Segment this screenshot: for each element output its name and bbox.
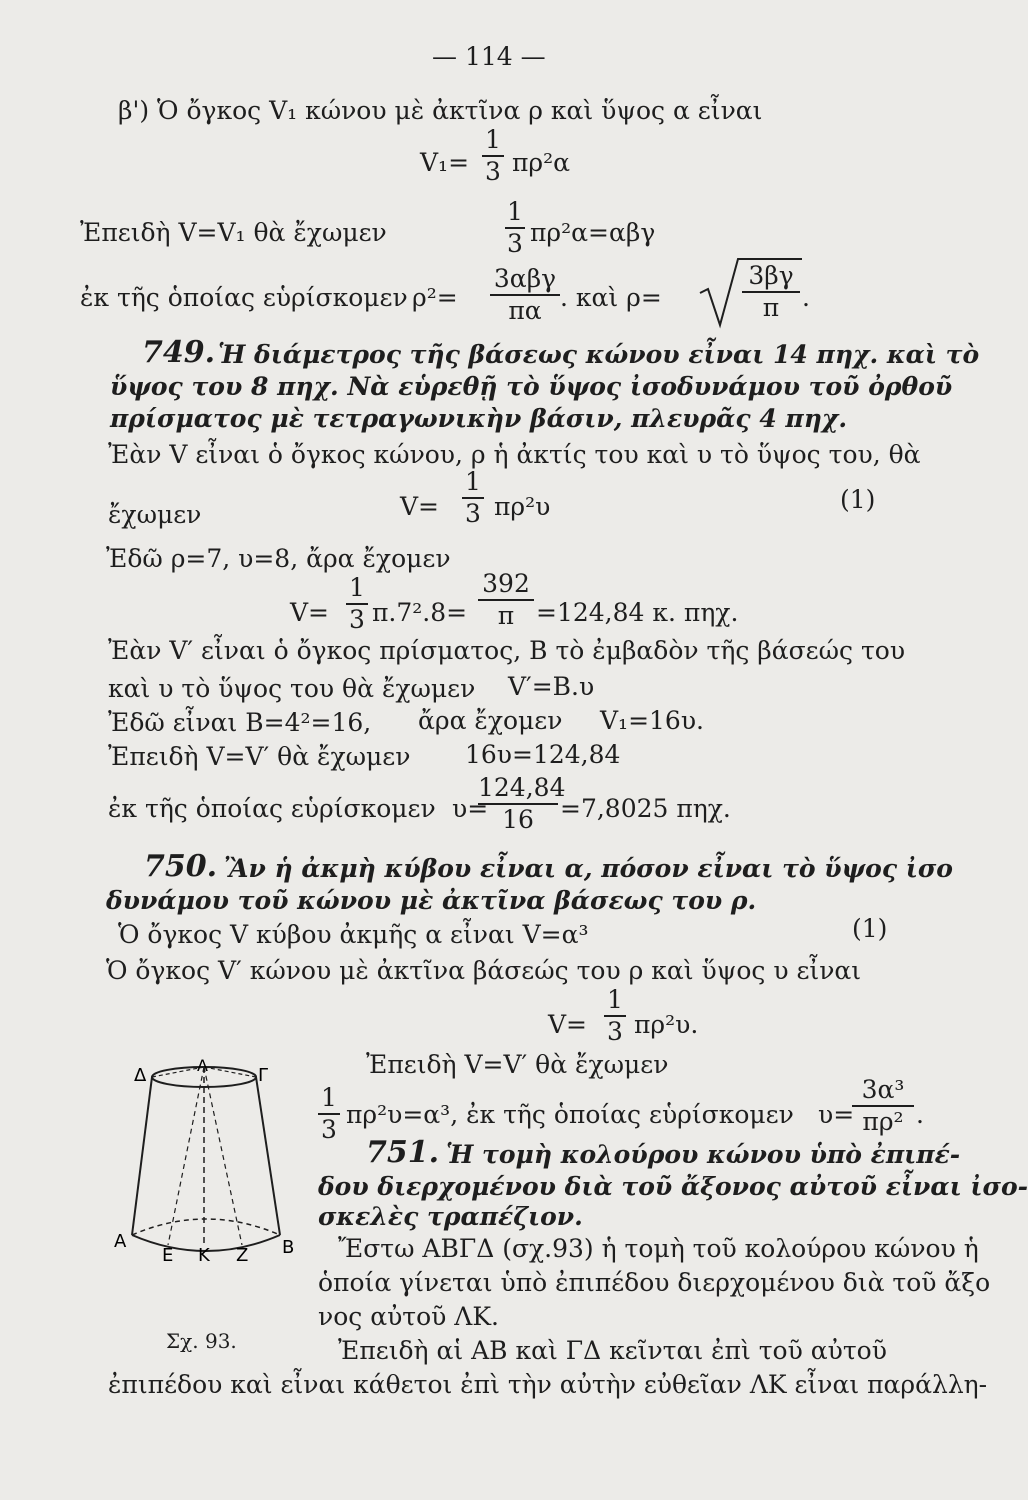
numerator: 392 [482,569,530,598]
equation: V= [400,492,440,521]
problem-number [366,1135,440,1170]
problem-number [144,849,218,884]
fraction [604,986,626,1046]
equation: ρ²= [412,283,458,312]
fraction [852,1076,914,1136]
problem-text: Ἡ τομὴ κολούρου κώνου ὑπὸ ἐπιπέ- [446,1140,961,1169]
equation: πρ²υ=α³, ἐκ τῆς ὁποίας εὑρίσκομεν [346,1100,794,1129]
fraction [478,570,534,630]
equation: π.7².8= [372,598,468,627]
fraction [318,1084,340,1144]
problem-text: πρίσματος μὲ τετραγωνικὴν βάσιν, πλευρᾶς 4 πηχ. [110,404,848,433]
text-line: Ἐδῶ ρ=7, υ=8, ἄρα ἔχομεν [106,544,451,573]
text-line: β') Ὁ ὄγκος V₁ κώνου μὲ ἀκτῖνα ρ καὶ ὕψος α εἶναι [118,96,763,125]
fraction [490,265,560,325]
equation: 16υ=124,84 [465,740,621,769]
figure-93-truncated-cone [108,1055,308,1275]
text-line: Ἐὰν V′ εἶναι ὁ ὄγκος πρίσματος, Β τὸ ἐμβαδὸν τῆς βάσεώς του [108,636,906,665]
text-line: καὶ υ τὸ ὕψος του θὰ ἔχωμεν [108,674,476,703]
problem-text: δου διερχομένου διὰ τοῦ ἄξονος αὐτοῦ εἶναι ἰσο- [318,1172,1028,1201]
numerator: 1 [321,1083,337,1112]
equation: =124,84 κ. πηχ. [536,598,739,627]
equation: V₁= [420,148,470,177]
equation: V₁=16υ. [600,706,704,735]
text-line: Ἐπειδὴ V=V₁ θὰ ἔχωμεν [80,218,387,247]
numerator: 124,84 [478,773,566,802]
page-number: — 114 — [432,42,546,71]
fraction [482,126,504,186]
label-G: Γ [258,1065,269,1086]
left-side [132,1077,152,1235]
text-line: Ὁ ὄγκος V′ κώνου μὲ ἀκτῖνα βάσεώς του ρ καὶ ὕψος υ εἶναι [106,956,862,985]
right-side [256,1077,280,1235]
label-D: Δ [134,1065,147,1086]
text-line: Ἐπειδὴ V=V′ θὰ ἔχωμεν [366,1050,669,1079]
denominator: π [762,293,780,322]
text-line: ἐπιπέδου καὶ εἶναι κάθετοι ἐπὶ τὴν αὐτὴν εὐθεῖαν ΛΚ εἶναι παράλλη- [108,1370,988,1399]
text-line: ἄρα ἔχομεν [418,706,563,735]
equation: υ= [452,794,489,823]
denominator: 3 [485,157,501,186]
numerator: 1 [485,125,501,154]
problem-text: Ἡ διάμετρος τῆς βάσεως κώνου εἶναι 14 πηχ. καὶ τὸ [218,340,980,369]
equation: πρ²υ [494,492,551,521]
denominator: 3 [507,229,523,258]
denominator: 3 [607,1017,623,1046]
numerator: 1 [607,985,623,1014]
problem-749-number: 749. [142,335,216,370]
denominator: πα [508,296,542,325]
problem-text: ὕψος του 8 πηχ. Νὰ εὑρεθῇ τὸ ὕψος ἰσοδυνάμου τοῦ ὀρθοῦ [110,372,953,401]
equation: υ= [818,1100,855,1129]
equation: =7,8025 πηχ. [560,794,731,823]
dashed-line [168,1067,204,1245]
text-line: ὁποία γίνεται ὑπὸ ἐπιπέδου διερχομένου διὰ τοῦ ἄξο [318,1268,991,1297]
denominator: 16 [502,805,534,834]
fraction [505,198,525,258]
problem-number [142,335,216,370]
fraction [346,574,368,634]
label-A: Α [114,1231,127,1252]
label-Z: Ζ [236,1245,249,1266]
problem-text: Ἂν ἡ ἀκμὴ κύβου εἶναι α, πόσον εἶναι τὸ ὕψος ἰσο [224,854,953,883]
numerator: 3βγ [748,261,794,290]
label-B: Β [282,1237,295,1258]
text-line: ἐκ τῆς ὁποίας εὑρίσκομεν [80,283,408,312]
text-line: . [916,1100,924,1129]
equation-tag: (1) [852,914,888,943]
text-line: Ὁ ὄγκος V κύβου ἀκμῆς α εἶναι V=α³ [118,920,589,949]
numerator: 1 [507,197,523,226]
numerator: 1 [349,573,365,602]
label-L: Λ [197,1056,208,1075]
figure-caption: Σχ. 93. [166,1329,237,1353]
equation-tag: (1) [840,485,876,514]
text-line: Ἐδῶ εἶναι Β=4²=16, [108,708,372,737]
label-K: Κ [198,1245,210,1266]
numerator: 1 [465,467,481,496]
denominator: 3 [349,605,365,634]
problem-text: σκελὲς τραπέζιον. [318,1202,583,1231]
equation: V= [548,1010,588,1039]
text-line: . [802,283,810,312]
denominator: 3 [321,1115,337,1144]
fraction [462,468,484,528]
text-line: ἐκ τῆς ὁποίας εὑρίσκομεν [108,794,436,823]
denominator: πρ² [862,1107,904,1136]
text-line: Ἔστω ΑΒΓΔ (σχ.93) ἡ τομὴ τοῦ κολούρου κώνου ἡ [338,1234,979,1263]
denominator: 3 [465,499,481,528]
denominator: π [497,601,515,630]
text-line: νος αὐτοῦ ΛΚ. [318,1302,499,1331]
numerator: 3αβγ [493,264,557,293]
problem-text: δυνάμου τοῦ κώνου μὲ ἀκτῖνα βάσεως του ρ. [106,886,757,915]
numerator: 3α³ [861,1075,905,1104]
text-line: Ἐπειδὴ V=V′ θὰ ἔχωμεν [108,742,411,771]
equation: V′=Β.υ [508,672,595,701]
fraction [478,773,566,834]
equation: V= [290,598,330,627]
equation: πρ²α=αβγ [530,218,656,247]
problem-750-number: 750. [144,849,218,884]
dashed-line [204,1067,242,1245]
text-line: ἔχωμεν [108,500,202,529]
label-E: Ε [162,1245,174,1266]
text-line: Ἐπειδὴ αἱ ΑΒ καὶ ΓΔ κεῖνται ἐπὶ τοῦ αὐτοῦ [338,1336,887,1365]
fraction [742,262,800,322]
equation: πρ²α [512,148,571,177]
equation: . καὶ ρ= [560,283,662,312]
problem-751-number: 751. [366,1135,440,1170]
base-back [132,1219,280,1235]
text-line: Ἐὰν V εἶναι ὁ ὄγκος κώνου, ρ ἡ ἀκτίς του καὶ υ τὸ ὕψος του, θὰ [108,440,921,469]
equation: πρ²υ. [634,1010,699,1039]
